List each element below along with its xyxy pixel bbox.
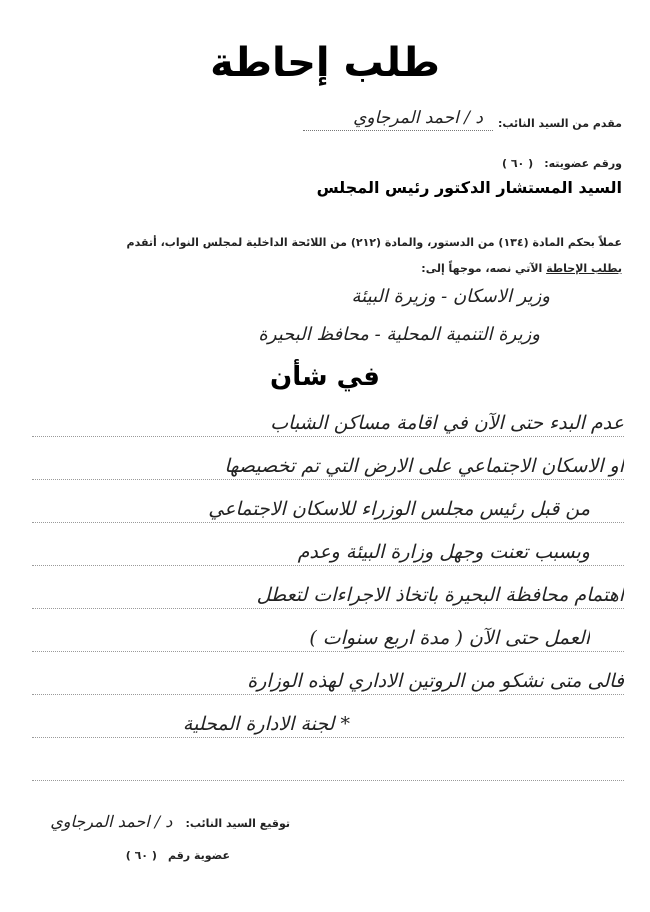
recipients-line-2: وزيرة التنمية المحلية - محافظ البحيرة	[258, 324, 540, 345]
submitter-line	[303, 108, 493, 131]
intro-underlined: بطلب الإحاطة	[546, 262, 622, 275]
body-line-4: وبسبب تعنت وجهل وزارة البيئة وعدم	[297, 541, 590, 563]
footer-membership-label: عضوية رقم	[167, 849, 230, 862]
intro-line-1: عملاً بحكم المادة (١٣٤) من الدستور، والمادة (٢١٢) من اللائحة الداخلية لمجلس النواب، أتقدم	[126, 236, 622, 249]
addressee: السيد المستشار الدكتور رئيس المجلس	[316, 178, 622, 197]
recipients-line-1: وزير الاسكان - وزيرة البيئة	[351, 286, 550, 307]
submitter-row	[303, 108, 622, 131]
document-title: طلب إحاطة	[210, 40, 440, 86]
membership-number: ( ٦٠ )	[501, 157, 534, 170]
body-line-3: من قبل رئيس مجلس الوزراء للاسكان الاجتماعي	[208, 498, 590, 520]
body-line-8: * لجنة الادارة المحلية	[182, 713, 350, 735]
subject-heading: في شأن	[270, 362, 380, 392]
footer-membership-number: ( ٦٠ )	[125, 849, 157, 862]
membership-row	[502, 152, 622, 171]
ruled-line	[32, 758, 624, 781]
body-line-2: او الاسكان الاجتماعي على الارض التي تم تخصيصها	[224, 455, 624, 477]
signature-label: توقيع السيد النائب:	[185, 817, 290, 830]
footer-membership-row	[126, 844, 230, 863]
body-line-5: اهتمام محافظة البحيرة باتخاذ الاجراءات لتعطل	[256, 584, 624, 606]
intro-rest: الآتي نصه، موجهاً إلى:	[421, 262, 547, 275]
body-line-6: العمل حتى الآن ( مدة اربع سنوات )	[309, 627, 590, 649]
intro-line-2	[421, 262, 622, 275]
body-line-7: فالى متى نشكو من الروتين الاداري لهذه الوزارة	[247, 670, 624, 692]
signature-name: د / احمد المرجاوي	[50, 812, 173, 831]
body-line-1: عدم البدء حتى الآن في اقامة مساكن الشباب	[270, 412, 624, 434]
membership-label: ورقم عضويته:	[544, 157, 622, 170]
signature-row	[50, 812, 290, 831]
submitter-label: مقدم من السيد النائب:	[498, 117, 622, 130]
submitter-name: د / احمد المرجاوي	[353, 108, 483, 128]
